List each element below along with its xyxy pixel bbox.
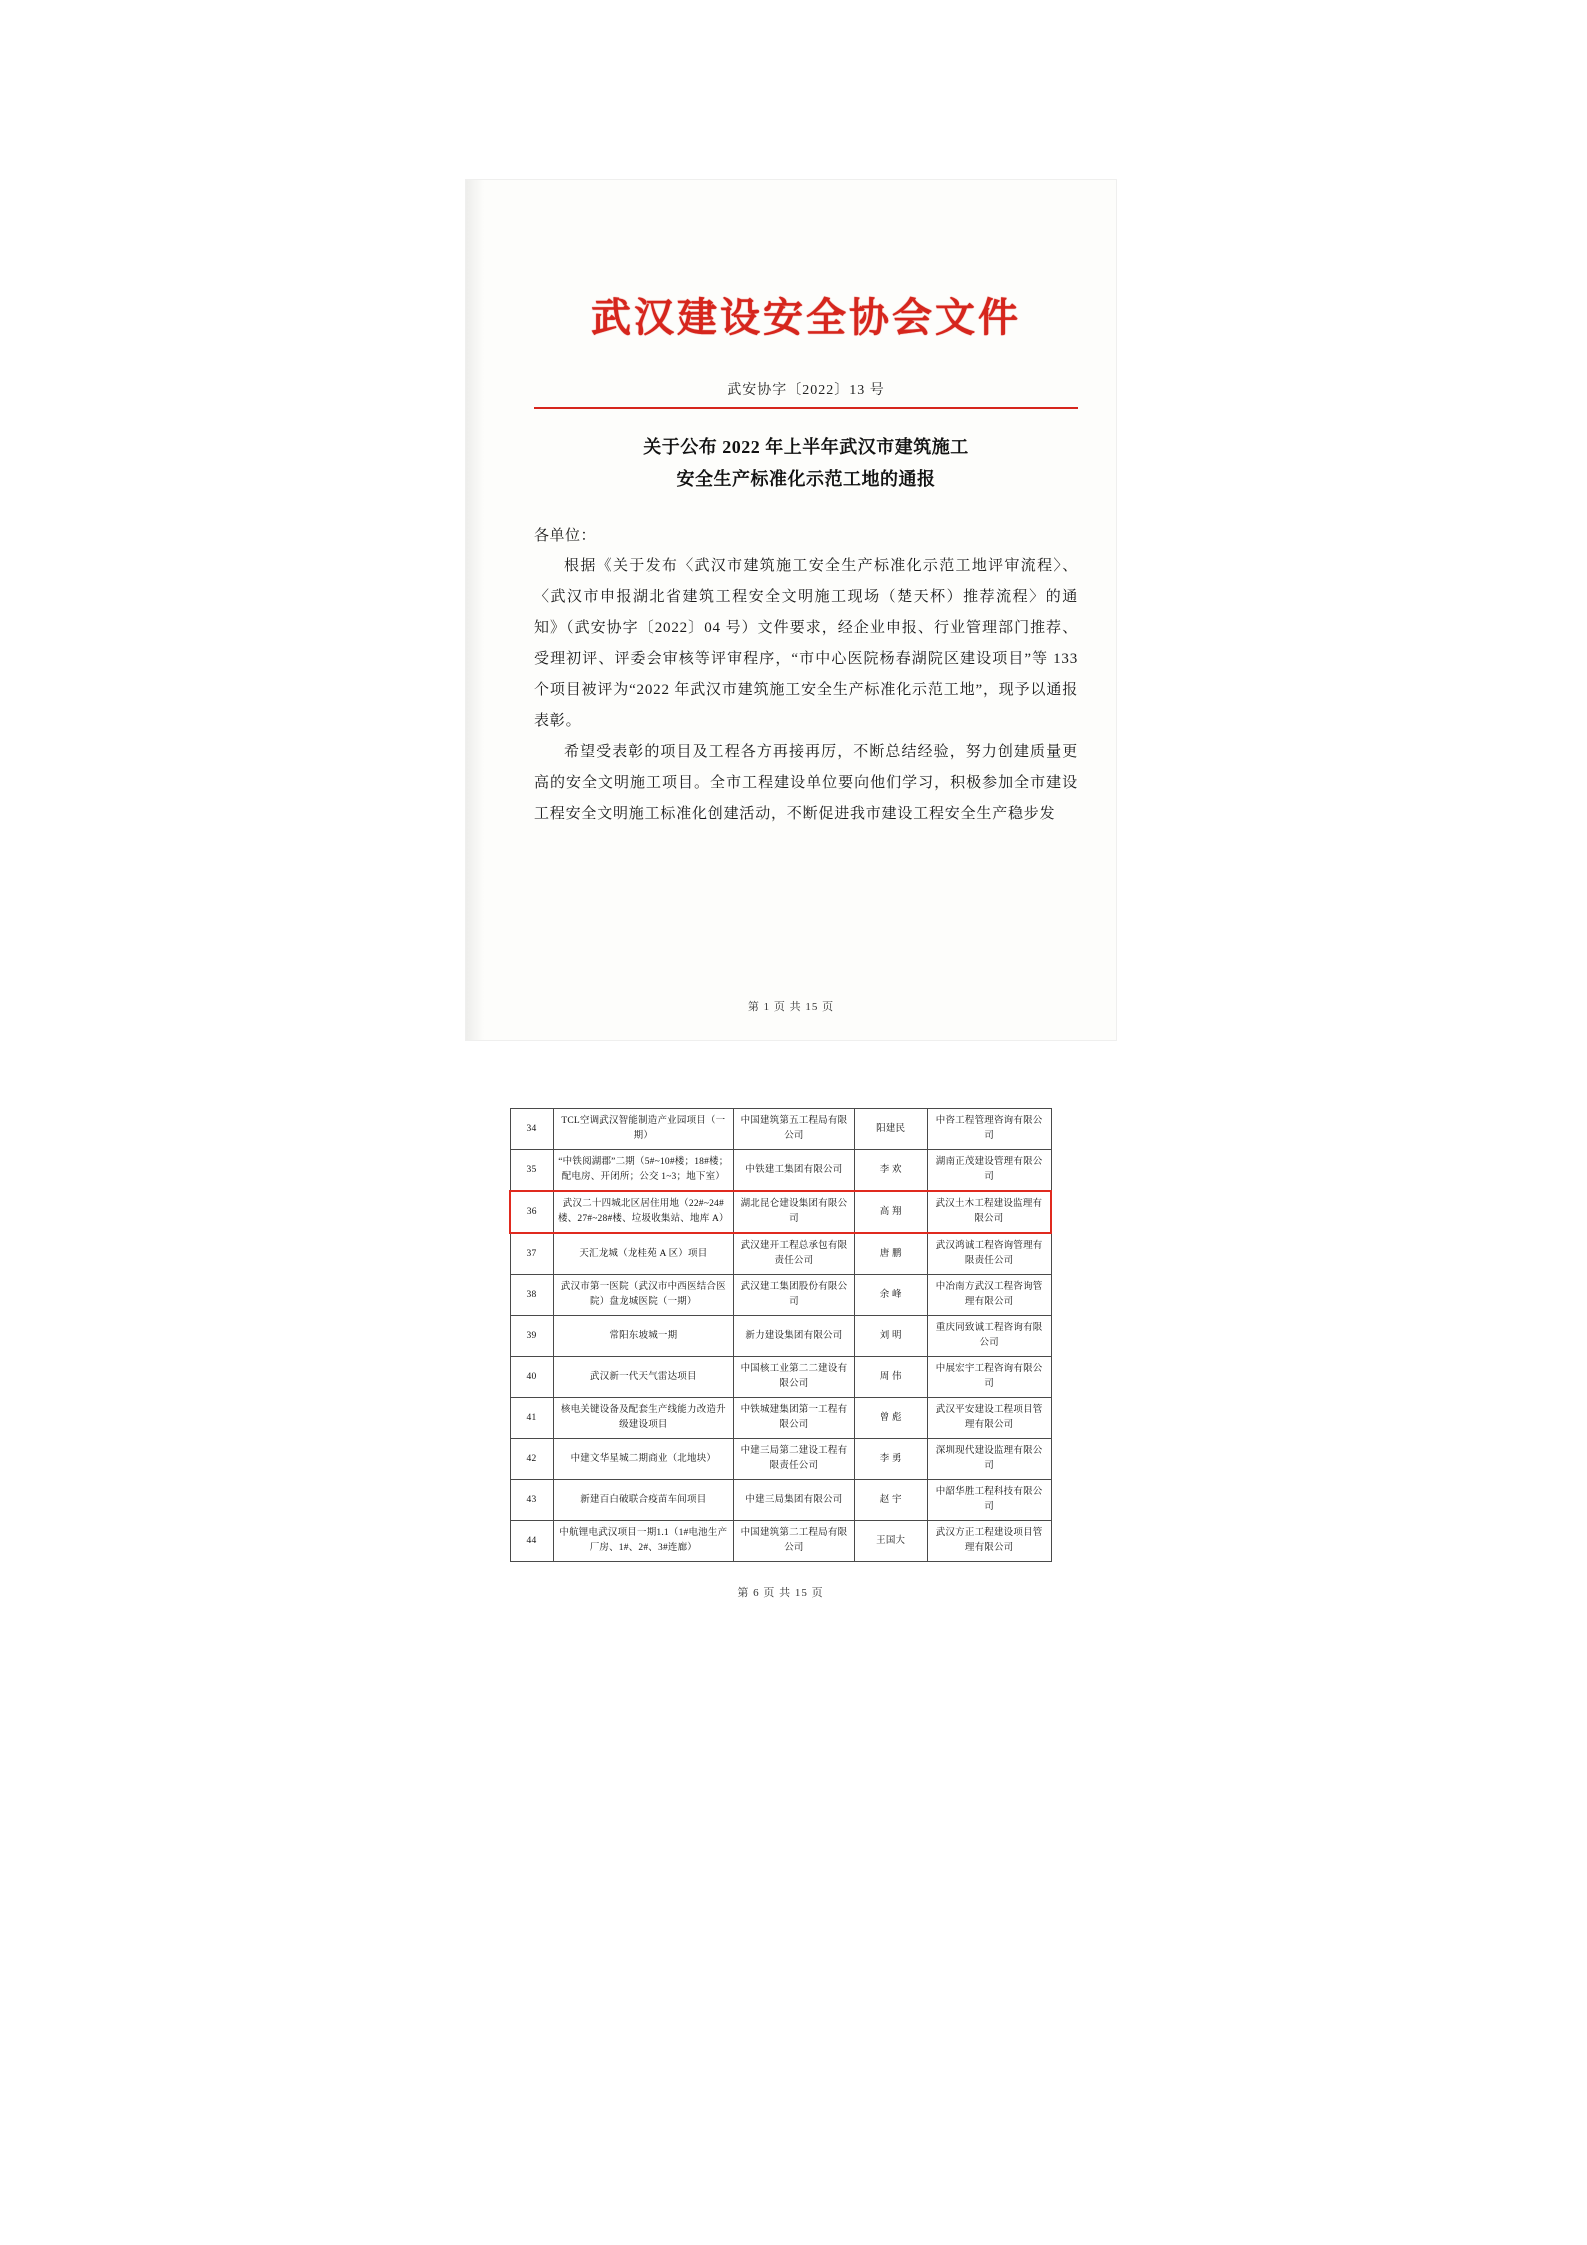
builder-unit: 中国建筑第五工程局有限公司 <box>734 1109 854 1150</box>
row-number: 34 <box>510 1109 553 1150</box>
project-manager: 曾 彪 <box>854 1398 927 1439</box>
row-number: 35 <box>510 1150 553 1192</box>
supervisor-unit: 武汉鸿诚工程咨询管理有限责任公司 <box>927 1233 1051 1275</box>
project-name: 武汉市第一医院（武汉市中西医结合医院）盘龙城医院（一期） <box>553 1275 734 1316</box>
project-name: 常阳东坡城一期 <box>553 1316 734 1357</box>
subject-line-2: 安全生产标准化示范工地的通报 <box>676 469 936 489</box>
table-row <box>510 1521 1051 1562</box>
project-manager: 高 翔 <box>854 1191 927 1233</box>
table-row <box>510 1480 1051 1521</box>
project-manager: 余 峰 <box>854 1275 927 1316</box>
award-table-wrapper <box>509 1108 1052 1600</box>
project-name: 武汉二十四城北区居住用地（22#~24#楼、27#~28#楼、垃圾收集站、地库 A） <box>553 1191 734 1233</box>
builder-unit: 中国核工业第二二建设有限公司 <box>734 1357 854 1398</box>
row-number: 40 <box>510 1357 553 1398</box>
document-subject <box>534 431 1078 495</box>
project-manager: 周 伟 <box>854 1357 927 1398</box>
project-name: 天汇龙城（龙桂苑 A 区）项目 <box>553 1233 734 1275</box>
supervisor-unit: 中韶华胜工程科技有限公司 <box>927 1480 1051 1521</box>
builder-unit: 中铁城建集团第一工程有限公司 <box>734 1398 854 1439</box>
row-number: 43 <box>510 1480 553 1521</box>
project-manager: 赵 宇 <box>854 1480 927 1521</box>
red-divider <box>534 407 1078 409</box>
project-name: “中铁阅湖郡”二期（5#~10#楼；18#楼；配电房、开闭所；公交 1~3；地下室） <box>553 1150 734 1192</box>
project-manager: 唐 鹏 <box>854 1233 927 1275</box>
table-row <box>510 1439 1051 1480</box>
builder-unit: 中国建筑第二工程局有限公司 <box>734 1521 854 1562</box>
table-row <box>510 1233 1051 1275</box>
supervisor-unit: 中咨工程管理咨询有限公司 <box>927 1109 1051 1150</box>
supervisor-unit: 武汉平安建设工程项目管理有限公司 <box>927 1398 1051 1439</box>
row-number: 42 <box>510 1439 553 1480</box>
salutation: 各单位： <box>534 528 597 544</box>
page-2-footer: 第 6 页 共 15 页 <box>737 1587 824 1599</box>
table-row <box>510 1109 1051 1150</box>
project-manager: 李 勇 <box>854 1439 927 1480</box>
supervisor-unit: 中冶南方武汉工程咨询管理有限公司 <box>927 1275 1051 1316</box>
subject-line-1: 关于公布 2022 年上半年武汉市建筑施工 <box>643 437 969 457</box>
row-number: 36 <box>510 1191 553 1233</box>
supervisor-unit: 中展宏宇工程咨询有限公司 <box>927 1357 1051 1398</box>
row-number: 39 <box>510 1316 553 1357</box>
project-name: 中建文华星城二期商业（北地块） <box>553 1439 734 1480</box>
document-page-1 <box>466 180 1116 1040</box>
builder-unit: 中建三局集团有限公司 <box>734 1480 854 1521</box>
table-row <box>510 1191 1051 1233</box>
table-row <box>510 1150 1051 1192</box>
builder-unit: 中建三局第二建设工程有限责任公司 <box>734 1439 854 1480</box>
project-name: 新建百白破联合疫苗车间项目 <box>553 1480 734 1521</box>
project-name: TCL空调武汉智能制造产业园项目（一期） <box>553 1109 734 1150</box>
builder-unit: 武汉建开工程总承包有限责任公司 <box>734 1233 854 1275</box>
body-paragraph-1: 根据《关于发布〈武汉市建筑施工安全生产标准化示范工地评审流程〉、〈武汉市申报湖北省建筑工程安全文明施工现场（楚天杯）推荐流程〉的通知》（武安协字〔2022〕04 号）文件要求，经企业申报、行业管理部门推荐、受理初评、评委会审核等评审程序，“市中心医院杨春湖院区建设项目”等 133 个项目被评为“2022 年武汉市建筑施工安全生产标准化示范工地”，现予以通报表彰。 <box>534 558 1078 729</box>
page-1-footer: 第 1 页 共 15 页 <box>747 1001 835 1013</box>
project-name: 武汉新一代天气雷达项目 <box>553 1357 734 1398</box>
supervisor-unit: 武汉土木工程建设监理有限公司 <box>927 1191 1051 1233</box>
builder-unit: 武汉建工集团股份有限公司 <box>734 1275 854 1316</box>
table-row <box>510 1398 1051 1439</box>
award-table <box>509 1108 1052 1562</box>
row-number: 44 <box>510 1521 553 1562</box>
project-manager: 王国大 <box>854 1521 927 1562</box>
supervisor-unit: 湖南正茂建设管理有限公司 <box>927 1150 1051 1192</box>
project-manager: 李 欢 <box>854 1150 927 1192</box>
builder-unit: 新力建设集团有限公司 <box>734 1316 854 1357</box>
row-number: 37 <box>510 1233 553 1275</box>
body-paragraph-2: 希望受表彰的项目及工程各方再接再厉，不断总结经验，努力创建质量更高的安全文明施工项目。全市工程建设单位要向他们学习，积极参加全市建设工程安全文明施工标准化创建活动，不断促进我市建设工程安全生产稳步发 <box>534 744 1078 822</box>
supervisor-unit: 武汉方正工程建设项目管理有限公司 <box>927 1521 1051 1562</box>
table-row <box>510 1275 1051 1316</box>
page-1-content <box>534 238 1078 1020</box>
row-number: 41 <box>510 1398 553 1439</box>
document-number: 武安协字〔2022〕13 号 <box>727 383 885 398</box>
row-number: 38 <box>510 1275 553 1316</box>
project-name: 中航锂电武汉项目一期1.1（1#电池生产厂房、1#、2#、3#连廊） <box>553 1521 734 1562</box>
document-title: 武汉建设安全协会文件 <box>591 295 1021 340</box>
table-row <box>510 1316 1051 1357</box>
builder-unit: 中铁建工集团有限公司 <box>734 1150 854 1192</box>
project-name: 核电关键设备及配套生产线能力改造升级建设项目 <box>553 1398 734 1439</box>
project-manager: 刘 明 <box>854 1316 927 1357</box>
supervisor-unit: 重庆同致诚工程咨询有限公司 <box>927 1316 1051 1357</box>
table-row <box>510 1357 1051 1398</box>
project-manager: 阳建民 <box>854 1109 927 1150</box>
builder-unit: 湖北昆仑建设集团有限公司 <box>734 1191 854 1233</box>
supervisor-unit: 深圳现代建设监理有限公司 <box>927 1439 1051 1480</box>
document-page-2 <box>466 1080 1116 2140</box>
